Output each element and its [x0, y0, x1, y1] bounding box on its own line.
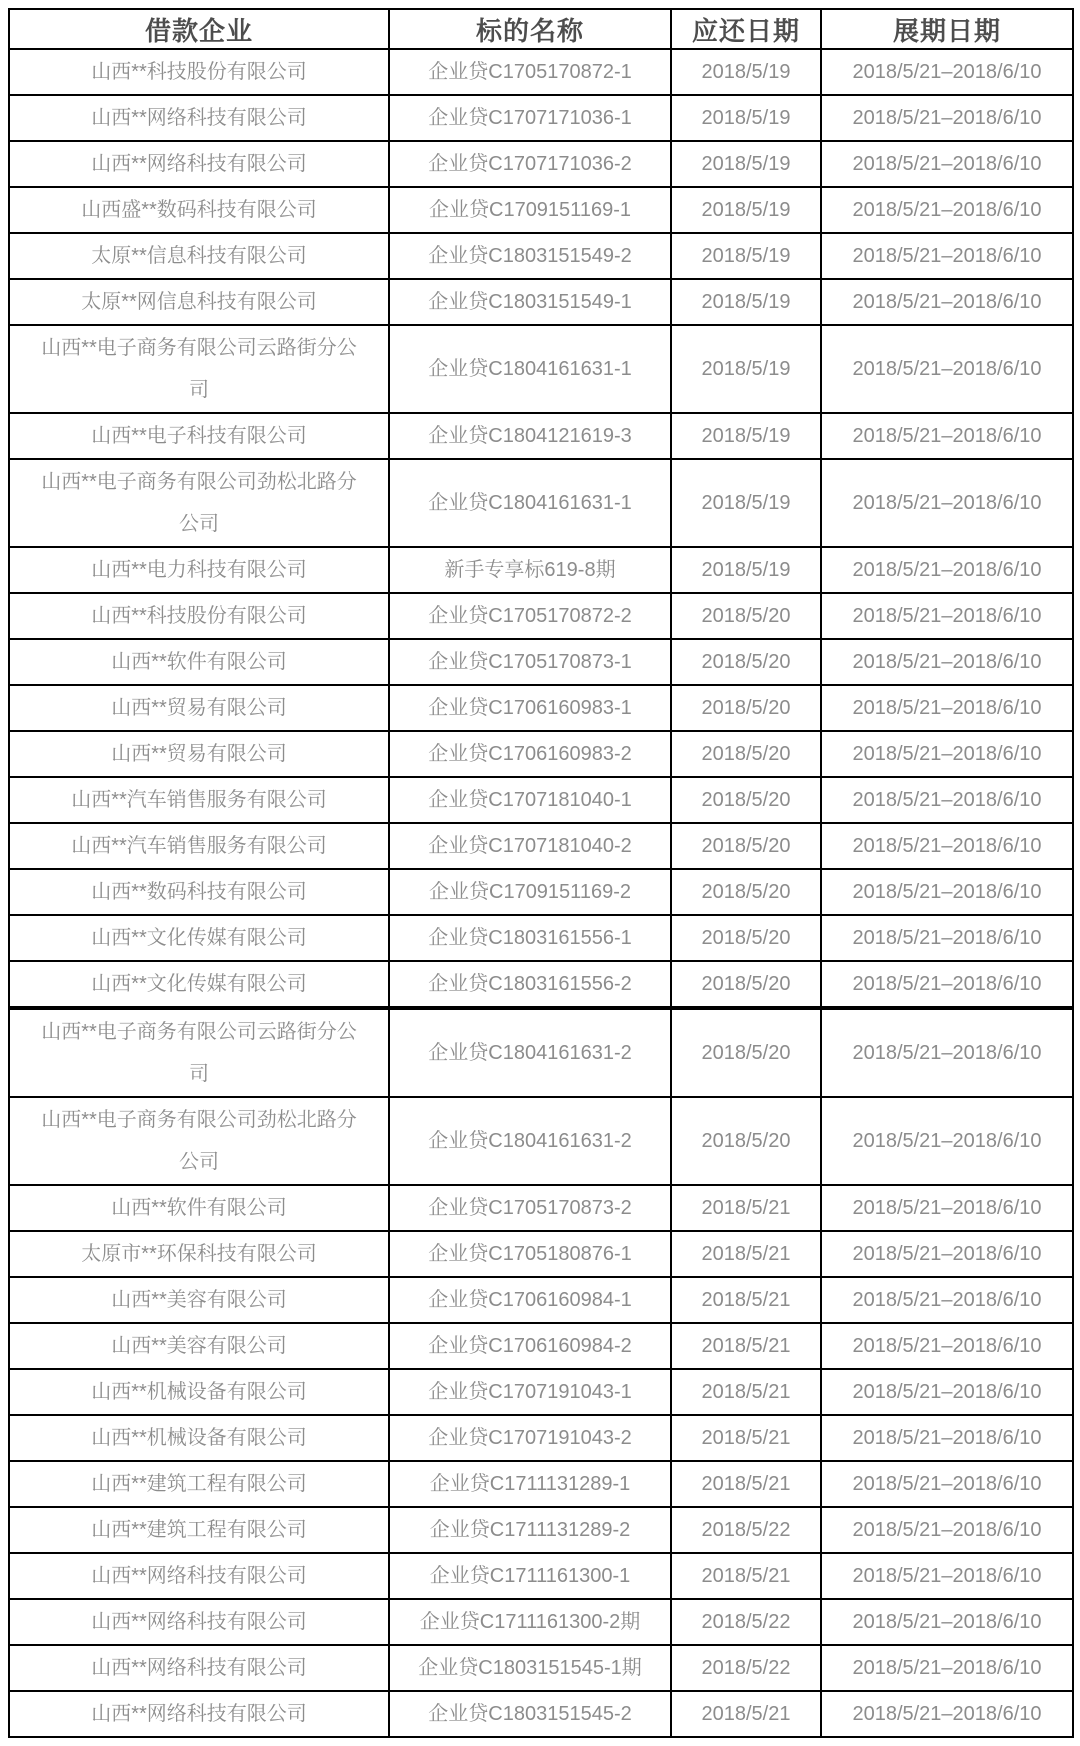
company-cell: 山西**数码科技有限公司: [9, 869, 389, 915]
company-cell: 山西**网络科技有限公司: [9, 1645, 389, 1691]
bid-name-cell: 企业贷C1706160984-1: [389, 1277, 671, 1323]
company-cell: 山西**电子商务有限公司劲松北路分公司: [9, 1097, 389, 1185]
bid-name-cell: 企业贷C1803151545-2: [389, 1691, 671, 1737]
table-row: [9, 187, 1073, 233]
company-cell: 山西**建筑工程有限公司: [9, 1461, 389, 1507]
due-date-cell: 2018/5/20: [671, 639, 821, 685]
table-row: [9, 1277, 1073, 1323]
due-date-cell: 2018/5/19: [671, 141, 821, 187]
column-header-due-date: 应还日期: [671, 9, 821, 49]
extension-date-cell: 2018/5/21–2018/6/10: [821, 1599, 1073, 1645]
table-body: [9, 49, 1073, 1737]
due-date-cell: 2018/5/21: [671, 1231, 821, 1277]
table-row: [9, 1008, 1073, 1097]
extension-date-cell: 2018/5/21–2018/6/10: [821, 915, 1073, 961]
table-row: [9, 141, 1073, 187]
company-cell: 山西**网络科技有限公司: [9, 1599, 389, 1645]
company-cell: 山西**美容有限公司: [9, 1323, 389, 1369]
extension-date-cell: 2018/5/21–2018/6/10: [821, 823, 1073, 869]
bid-name-cell: 企业贷C1707181040-1: [389, 777, 671, 823]
company-cell: 山西**机械设备有限公司: [9, 1415, 389, 1461]
extension-date-cell: 2018/5/21–2018/6/10: [821, 1415, 1073, 1461]
company-cell: 山西**电子商务有限公司云路街分公司: [9, 325, 389, 413]
loan-extension-table: [8, 8, 1074, 1738]
company-cell: 山西**机械设备有限公司: [9, 1369, 389, 1415]
company-cell: 太原**网信息科技有限公司: [9, 279, 389, 325]
bid-name-cell: 企业贷C1706160983-1: [389, 685, 671, 731]
bid-name-cell: 企业贷C1706160983-2: [389, 731, 671, 777]
company-cell: 山西**软件有限公司: [9, 639, 389, 685]
bid-name-cell: 企业贷C1706160984-2: [389, 1323, 671, 1369]
bid-name-cell: 企业贷C1804161631-2: [389, 1008, 671, 1097]
company-cell: 山西盛**数码科技有限公司: [9, 187, 389, 233]
extension-date-cell: 2018/5/21–2018/6/10: [821, 1185, 1073, 1231]
table-row: [9, 49, 1073, 95]
bid-name-cell: 企业贷C1803161556-2: [389, 961, 671, 1008]
bid-name-cell: 企业贷C1803161556-1: [389, 915, 671, 961]
column-header-company: 借款企业: [9, 9, 389, 49]
due-date-cell: 2018/5/20: [671, 731, 821, 777]
extension-date-cell: 2018/5/21–2018/6/10: [821, 413, 1073, 459]
extension-date-cell: 2018/5/21–2018/6/10: [821, 593, 1073, 639]
company-cell: 山西**科技股份有限公司: [9, 49, 389, 95]
table-row: [9, 95, 1073, 141]
table-row: [9, 685, 1073, 731]
extension-date-cell: 2018/5/21–2018/6/10: [821, 49, 1073, 95]
table-row: [9, 1553, 1073, 1599]
table-row: [9, 1231, 1073, 1277]
due-date-cell: 2018/5/21: [671, 1461, 821, 1507]
company-cell: 山西**网络科技有限公司: [9, 1553, 389, 1599]
due-date-cell: 2018/5/21: [671, 1277, 821, 1323]
bid-name-cell: 企业贷C1709151169-1: [389, 187, 671, 233]
table-header: [9, 9, 1073, 49]
table-row: [9, 1691, 1073, 1737]
bid-name-cell: 企业贷C1803151549-2: [389, 233, 671, 279]
extension-date-cell: 2018/5/21–2018/6/10: [821, 1097, 1073, 1185]
table-row: [9, 823, 1073, 869]
table-row: [9, 279, 1073, 325]
extension-date-cell: 2018/5/21–2018/6/10: [821, 1553, 1073, 1599]
due-date-cell: 2018/5/22: [671, 1507, 821, 1553]
company-cell: 山西**文化传媒有限公司: [9, 915, 389, 961]
extension-date-cell: 2018/5/21–2018/6/10: [821, 961, 1073, 1008]
table-row: [9, 961, 1073, 1008]
bid-name-cell: 企业贷C1707171036-1: [389, 95, 671, 141]
bid-name-cell: 企业贷C1707171036-2: [389, 141, 671, 187]
due-date-cell: 2018/5/21: [671, 1553, 821, 1599]
company-cell: 山西**网络科技有限公司: [9, 95, 389, 141]
extension-date-cell: 2018/5/21–2018/6/10: [821, 1461, 1073, 1507]
company-cell: 山西**建筑工程有限公司: [9, 1507, 389, 1553]
company-cell: 太原市**环保科技有限公司: [9, 1231, 389, 1277]
table-row: [9, 777, 1073, 823]
company-cell: 山西**网络科技有限公司: [9, 141, 389, 187]
extension-date-cell: 2018/5/21–2018/6/10: [821, 1008, 1073, 1097]
company-cell: 太原**信息科技有限公司: [9, 233, 389, 279]
company-cell: 山西**科技股份有限公司: [9, 593, 389, 639]
bid-name-cell: 企业贷C1709151169-2: [389, 869, 671, 915]
company-cell: 山西**电子商务有限公司劲松北路分公司: [9, 459, 389, 547]
due-date-cell: 2018/5/20: [671, 1008, 821, 1097]
extension-date-cell: 2018/5/21–2018/6/10: [821, 279, 1073, 325]
due-date-cell: 2018/5/21: [671, 1185, 821, 1231]
extension-date-cell: 2018/5/21–2018/6/10: [821, 547, 1073, 593]
bid-name-cell: 企业贷C1803151549-1: [389, 279, 671, 325]
bid-name-cell: 新手专享标619-8期: [389, 547, 671, 593]
bid-name-cell: 企业贷C1711161300-1: [389, 1553, 671, 1599]
bid-name-cell: 企业贷C1804161631-1: [389, 325, 671, 413]
due-date-cell: 2018/5/19: [671, 547, 821, 593]
extension-date-cell: 2018/5/21–2018/6/10: [821, 777, 1073, 823]
table-row: [9, 325, 1073, 413]
extension-date-cell: 2018/5/21–2018/6/10: [821, 233, 1073, 279]
due-date-cell: 2018/5/20: [671, 823, 821, 869]
bid-name-cell: 企业贷C1803151545-1期: [389, 1645, 671, 1691]
table-row: [9, 1369, 1073, 1415]
company-cell: 山西**贸易有限公司: [9, 685, 389, 731]
due-date-cell: 2018/5/20: [671, 869, 821, 915]
column-header-extension-date: 展期日期: [821, 9, 1073, 49]
bid-name-cell: 企业贷C1707191043-2: [389, 1415, 671, 1461]
due-date-cell: 2018/5/19: [671, 233, 821, 279]
table-row: [9, 731, 1073, 777]
company-cell: 山西**汽车销售服务有限公司: [9, 777, 389, 823]
bid-name-cell: 企业贷C1711131289-2: [389, 1507, 671, 1553]
extension-date-cell: 2018/5/21–2018/6/10: [821, 731, 1073, 777]
due-date-cell: 2018/5/19: [671, 95, 821, 141]
company-cell: 山西**贸易有限公司: [9, 731, 389, 777]
extension-date-cell: 2018/5/21–2018/6/10: [821, 1231, 1073, 1277]
due-date-cell: 2018/5/20: [671, 593, 821, 639]
extension-date-cell: 2018/5/21–2018/6/10: [821, 1507, 1073, 1553]
table-row: [9, 1599, 1073, 1645]
due-date-cell: 2018/5/20: [671, 961, 821, 1008]
bid-name-cell: 企业贷C1804161631-2: [389, 1097, 671, 1185]
table-row: [9, 233, 1073, 279]
extension-date-cell: 2018/5/21–2018/6/10: [821, 187, 1073, 233]
column-header-bid-name: 标的名称: [389, 9, 671, 49]
extension-date-cell: 2018/5/21–2018/6/10: [821, 685, 1073, 731]
company-cell: 山西**汽车销售服务有限公司: [9, 823, 389, 869]
table-row: [9, 1645, 1073, 1691]
due-date-cell: 2018/5/19: [671, 187, 821, 233]
bid-name-cell: 企业贷C1705170872-1: [389, 49, 671, 95]
due-date-cell: 2018/5/20: [671, 915, 821, 961]
extension-date-cell: 2018/5/21–2018/6/10: [821, 325, 1073, 413]
due-date-cell: 2018/5/21: [671, 1369, 821, 1415]
table-row: [9, 1323, 1073, 1369]
due-date-cell: 2018/5/19: [671, 459, 821, 547]
table-row: [9, 547, 1073, 593]
extension-date-cell: 2018/5/21–2018/6/10: [821, 1645, 1073, 1691]
table-row: [9, 1415, 1073, 1461]
bid-name-cell: 企业贷C1711131289-1: [389, 1461, 671, 1507]
table-row: [9, 1507, 1073, 1553]
table-row: [9, 413, 1073, 459]
bid-name-cell: 企业贷C1705170873-1: [389, 639, 671, 685]
bid-name-cell: 企业贷C1705170873-2: [389, 1185, 671, 1231]
extension-date-cell: 2018/5/21–2018/6/10: [821, 459, 1073, 547]
due-date-cell: 2018/5/22: [671, 1645, 821, 1691]
extension-date-cell: 2018/5/21–2018/6/10: [821, 1369, 1073, 1415]
due-date-cell: 2018/5/19: [671, 279, 821, 325]
company-cell: 山西**网络科技有限公司: [9, 1691, 389, 1737]
extension-date-cell: 2018/5/21–2018/6/10: [821, 141, 1073, 187]
due-date-cell: 2018/5/19: [671, 49, 821, 95]
bid-name-cell: 企业贷C1705170872-2: [389, 593, 671, 639]
table-row: [9, 639, 1073, 685]
bid-name-cell: 企业贷C1711161300-2期: [389, 1599, 671, 1645]
bid-name-cell: 企业贷C1707191043-1: [389, 1369, 671, 1415]
company-cell: 山西**美容有限公司: [9, 1277, 389, 1323]
bid-name-cell: 企业贷C1804161631-1: [389, 459, 671, 547]
due-date-cell: 2018/5/21: [671, 1691, 821, 1737]
due-date-cell: 2018/5/19: [671, 413, 821, 459]
company-cell: 山西**文化传媒有限公司: [9, 961, 389, 1008]
bid-name-cell: 企业贷C1707181040-2: [389, 823, 671, 869]
due-date-cell: 2018/5/21: [671, 1323, 821, 1369]
company-cell: 山西**电子商务有限公司云路街分公司: [9, 1008, 389, 1097]
table-row: [9, 1461, 1073, 1507]
company-cell: 山西**电子科技有限公司: [9, 413, 389, 459]
due-date-cell: 2018/5/20: [671, 1097, 821, 1185]
due-date-cell: 2018/5/20: [671, 777, 821, 823]
due-date-cell: 2018/5/21: [671, 1415, 821, 1461]
extension-date-cell: 2018/5/21–2018/6/10: [821, 1323, 1073, 1369]
due-date-cell: 2018/5/20: [671, 685, 821, 731]
due-date-cell: 2018/5/22: [671, 1599, 821, 1645]
table-row: [9, 869, 1073, 915]
table-row: [9, 915, 1073, 961]
table-row: [9, 459, 1073, 547]
bid-name-cell: 企业贷C1804121619-3: [389, 413, 671, 459]
extension-date-cell: 2018/5/21–2018/6/10: [821, 95, 1073, 141]
bid-name-cell: 企业贷C1705180876-1: [389, 1231, 671, 1277]
extension-date-cell: 2018/5/21–2018/6/10: [821, 1691, 1073, 1737]
table-row: [9, 1097, 1073, 1185]
extension-date-cell: 2018/5/21–2018/6/10: [821, 639, 1073, 685]
table-row: [9, 593, 1073, 639]
company-cell: 山西**软件有限公司: [9, 1185, 389, 1231]
extension-date-cell: 2018/5/21–2018/6/10: [821, 1277, 1073, 1323]
due-date-cell: 2018/5/19: [671, 325, 821, 413]
extension-date-cell: 2018/5/21–2018/6/10: [821, 869, 1073, 915]
company-cell: 山西**电力科技有限公司: [9, 547, 389, 593]
header-row: [9, 9, 1073, 49]
table-row: [9, 1185, 1073, 1231]
